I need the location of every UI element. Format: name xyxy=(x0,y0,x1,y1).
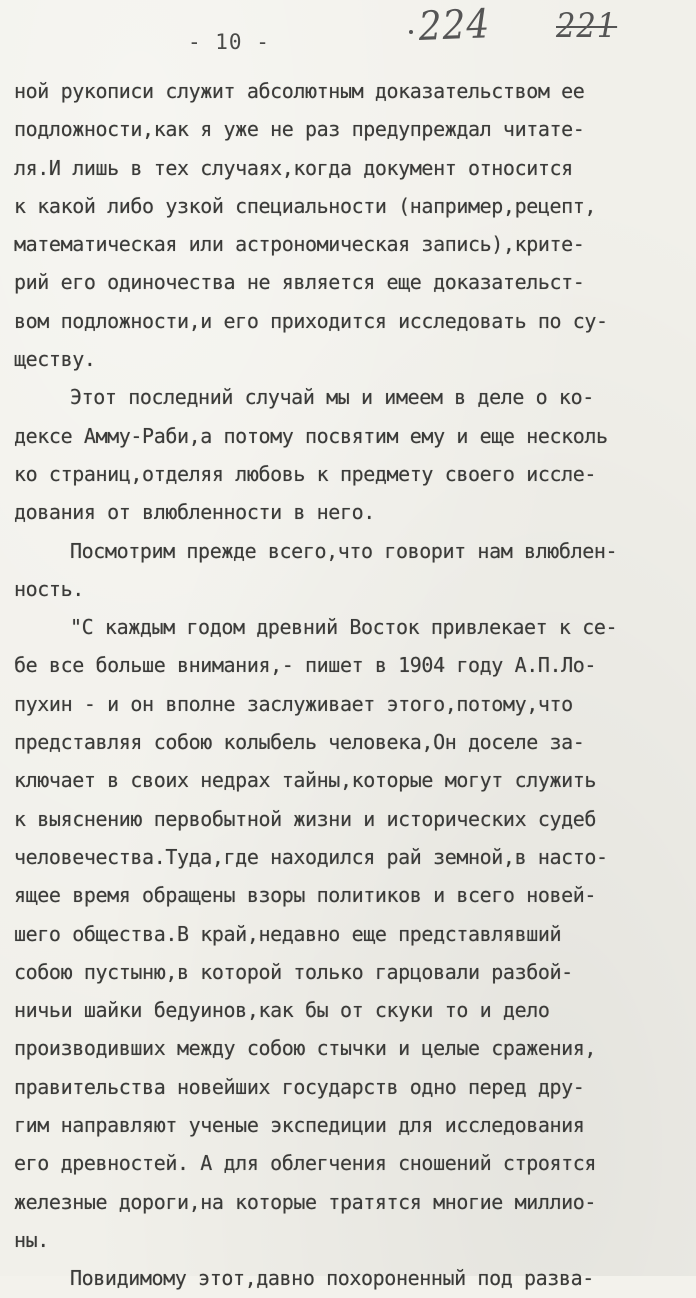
text-line: дования от влюбленности в него. xyxy=(14,500,375,525)
handwritten-dot-mark xyxy=(409,30,413,34)
text-line: ничьи шайки бедуинов,как бы от скуки то и дело xyxy=(14,998,550,1023)
text-line: ны. xyxy=(14,1227,49,1252)
text-line: ко страниц,отделяя любовь к предмету своего иссле- xyxy=(14,461,597,486)
text-line: производивших между собою стычки и целые сражения, xyxy=(14,1036,597,1061)
text-line: вом подложности,и его приходится исследовать по су- xyxy=(14,308,608,333)
text-line: Повидимому этот,давно похороненный под разва- xyxy=(70,1266,594,1291)
text-line: ществу. xyxy=(14,347,96,372)
text-line: бе все больше внимания,- пишет в 1904 году А.П.Ло- xyxy=(14,653,597,678)
text-line: ность. xyxy=(14,576,84,601)
text-line: шего общества.В край,недавно еще представлявший xyxy=(14,921,562,946)
text-line: к какой либо узкой специальности (например,рецепт, xyxy=(14,193,597,218)
text-line: математическая или астрономическая запись),крите- xyxy=(14,232,585,257)
text-line: человечества.Туда,где находился рай земной,в насто- xyxy=(14,844,608,869)
text-line: "С каждым годом древний Восток привлекает к се- xyxy=(70,615,618,640)
text-line: ящее время обращены взоры политиков и всего новей- xyxy=(14,883,597,908)
typewritten-text-body xyxy=(14,72,690,1298)
text-line: ля.И лишь в тех случаях,когда документ относится xyxy=(14,155,573,180)
text-line: представляя собою колыбель человека,Он доселе за- xyxy=(14,730,585,755)
text-line: ключает в своих недрах тайны,которые могут служить xyxy=(14,768,597,793)
text-line: Этот последний случай мы и имеем в деле о ко- xyxy=(70,385,594,410)
text-line: подложности,как я уже не раз предупреждал читате- xyxy=(14,117,585,142)
text-line: правительства новейших государств одно перед дру- xyxy=(14,1074,585,1099)
text-line: гим направляют ученые экспедиции для исследования xyxy=(14,1113,585,1138)
page-number: - 10 - xyxy=(188,30,270,54)
text-line: рий его одиночества не является еще доказательст- xyxy=(14,270,585,295)
text-line: его древностей. А для облегчения сношений строятся xyxy=(14,1151,597,1176)
text-line: собою пустыню,в которой только гарцовали разбой- xyxy=(14,959,573,984)
text-line: пухин - и он вполне заслуживает этого,потому,что xyxy=(14,691,573,716)
text-line: железные дороги,на которые тратятся многие миллио- xyxy=(14,1189,597,1214)
text-line: к выяснению первобытной жизни и исторических судеб xyxy=(14,806,597,831)
text-line: Посмотрим прежде всего,что говорит нам влюблен- xyxy=(70,538,618,563)
text-line: дексе Амму-Раби,а потому посвятим ему и еще несколь xyxy=(14,423,608,448)
handwritten-page-mark: 224 xyxy=(418,1,491,50)
handwritten-struck-page-mark: 221 xyxy=(556,6,618,46)
text-line: ной рукописи служит абсолютным доказательством ее xyxy=(14,79,585,103)
